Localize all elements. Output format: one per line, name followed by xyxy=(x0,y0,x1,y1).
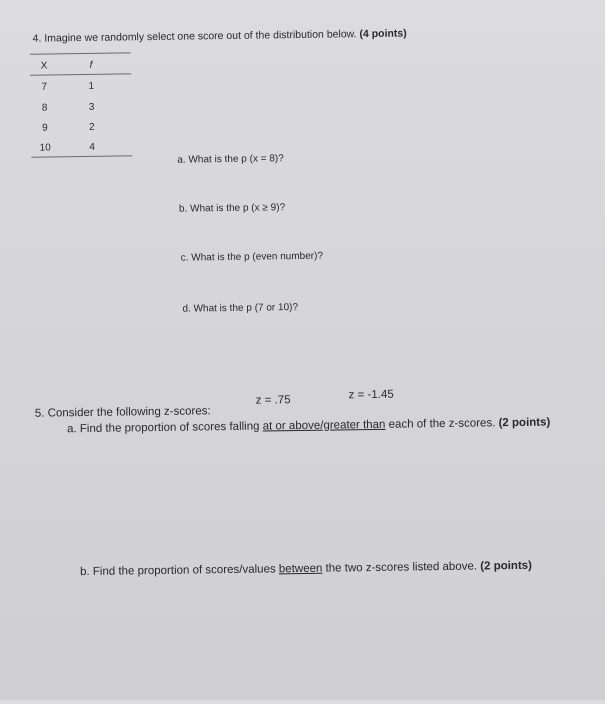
question-4b: b. What is the p (x ≥ 9)? xyxy=(178,202,286,215)
table-bottom-rule xyxy=(31,155,132,157)
table-cell-x: 8 xyxy=(41,102,48,114)
question-5a-text: a. Find the proportion of scores falling xyxy=(67,420,263,436)
table-cell-f: 3 xyxy=(88,101,95,113)
question-5b-text: b. Find the proportion of scores/values xyxy=(79,563,279,579)
table-cell-f: 4 xyxy=(89,141,96,153)
table-header-x: X xyxy=(40,60,48,72)
question-4c: c. What is the p (even number)? xyxy=(180,250,324,264)
question-5a-text-end: each of the z-scores. xyxy=(385,417,496,431)
question-4a: a. What is the p (x = 8)? xyxy=(177,153,284,166)
question-5b-points: (2 points) xyxy=(480,559,533,573)
table-cell-x: 10 xyxy=(39,142,51,154)
question-5b-underlined: between xyxy=(278,562,323,576)
table-cell-f: 2 xyxy=(89,121,95,133)
question-4-number: 4. xyxy=(32,32,42,45)
table-cell-f: 1 xyxy=(88,80,95,92)
table-cell-x: 7 xyxy=(41,81,48,93)
table-top-rule xyxy=(30,52,131,54)
question-4-text: Imagine we randomly select one score out of the distribution below. xyxy=(44,28,357,45)
question-5a xyxy=(67,417,550,436)
question-5-number: 5. xyxy=(34,407,45,420)
question-5 xyxy=(35,405,211,419)
z-score-1: z = .75 xyxy=(255,394,291,407)
question-4-points: (4 points) xyxy=(359,27,407,41)
question-5b-text-end: the two z-scores listed above. xyxy=(322,560,478,575)
question-4 xyxy=(33,27,407,44)
table-cell-x: 9 xyxy=(42,122,48,134)
question-5b xyxy=(80,560,532,578)
question-5-intro: Consider the following z-scores: xyxy=(47,405,211,420)
table-header-f: f xyxy=(89,59,93,71)
z-score-2: z = -1.45 xyxy=(348,388,394,402)
question-5a-points: (2 points) xyxy=(498,416,551,430)
question-4d: d. What is the p (7 or 10)? xyxy=(182,302,299,315)
table-header-rule xyxy=(30,73,131,75)
question-5a-underlined: at or above/greater than xyxy=(262,418,386,433)
